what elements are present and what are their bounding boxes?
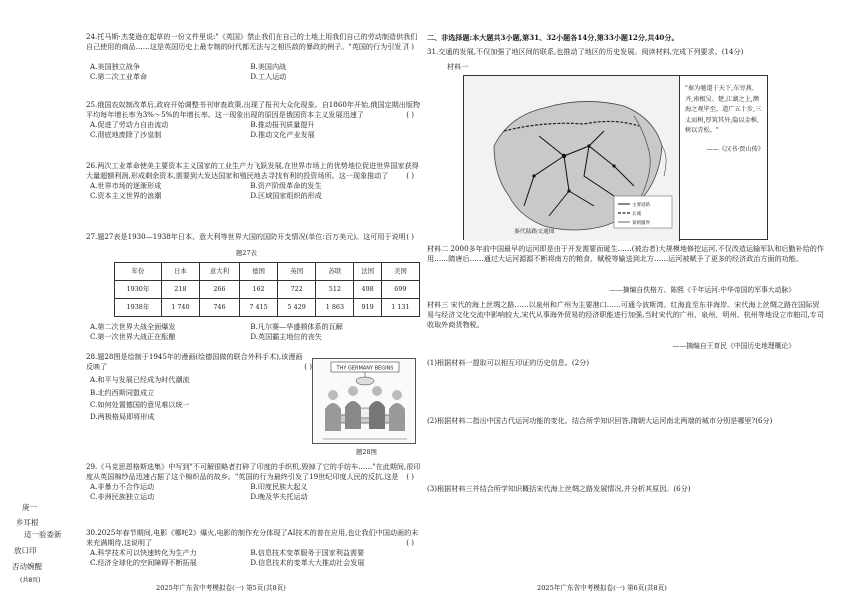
table-row [115,299,420,317]
margin-note: 否动婉醒 [12,562,42,571]
table-cell: 162 [239,281,277,299]
question-29-text: 29.《马克思恩格斯选集》中写到"不可解很略者打碎了印度的手织机,毁掉了它的手纺车……"在此期间,很印度从英国棉纱品迅速占据了这个棉织品的故乡。"英国的行为最终引发了19世纪印度人民的反抗,这是 [86,462,421,482]
table-caption: 题27表 [236,249,257,257]
option-d: D.区域国家组织的形成 [250,191,322,201]
table-cell: 699 [381,281,419,299]
question-28 [86,352,312,424]
table-header: 日本 [161,263,199,281]
material-2: 材料二 2000多年前中国最早的运河即是由于开发需要而诞生……(被治者)大规模地修挖运河,不仅改造运输军队和后勤补给的作用……隋唐后……通过大运河源源不断将南方的粮食、赋税等输送到北方……运河被赋予了更多的经济政治方面的功能。 [427,244,824,264]
table-cell: 1 131 [381,299,419,317]
material-3: 材料三 宋代的海上丝绸之路……以泉州和广州为主要港口……可通今波斯湾、红海直至东非海岸。宋代海上丝绸之路在国际贸易与经济文化交流中影响较大,宋代从事海外贸易的经济职能进行加强,当时宋代的广州、泉州、明州、杭州等地设立市舶司,专司收取外商货物税。 [427,300,824,330]
option-b: B.美国内战 [250,62,287,72]
option-c: C.非洲民族独立运动 [90,492,155,502]
table-cell: 512 [316,281,354,299]
right-page-footer: 2025年广东省中考模拟卷(一) 第6页(共8页) [537,584,667,592]
cartoon-image [312,358,416,444]
material-1-label: 材料一 [447,62,469,71]
hanshu-quote [680,76,769,241]
right-page [427,0,825,609]
question-25-text: 25.俄国农奴制改革后,政府开始调整书刊审查政策,出现了报刊大众化现象。自1860年开始,俄国定期出版物平均每年增长率为3%～5%的年增长率。这一现象出现的原因是俄国资本主义发展迅速了 [86,100,421,120]
option-d: D.信息技术的变革大大推动社会发展 [250,558,365,568]
option-a: A.美国独立战争 [90,62,140,72]
option-c: C.第一次世界大战正在酝酿 [90,332,176,342]
material-2-source: ——摘编自佚格方、陈熙《千年运河:中华帝国的军事大动脉》 [609,286,795,294]
legend-road: 主要道路 [632,203,650,208]
question-25 [86,100,424,140]
option-d: D.英国霸主地位的丧失 [250,332,322,342]
option-c: C.彻底地废除了沙皇制 [90,130,162,140]
margin-note: 庚一 [22,503,37,512]
table-cell: 266 [200,281,240,299]
left-page-footer: 2025年广东省中考模拟卷(一) 第5页(共8页) [156,584,286,592]
option-a: A.和平与发展已经成为时代潮流 [90,375,190,385]
option-b: B.信息技术变革服务于国家利益需要 [250,548,365,558]
option-c: C.经济全球化的空间障碍不断拓展 [90,558,197,568]
sub-question-1: (1)根据材料一提取可以相互印证的历史信息。(2分) [427,358,589,367]
option-a: A.促进了劳动力自由流动 [90,120,169,130]
question-29 [86,462,424,502]
option-d: D.推动文化产业发展 [250,130,315,140]
question-31-intro: 31.交通的发展,不仅加强了地区间的联系,也推动了地区的历史发展。阅读材料,完成下列要求。(14分) [427,47,744,56]
table-cell: 919 [354,299,381,317]
qin-road-map [464,76,680,241]
table-header: 美国 [381,263,419,281]
table-header: 苏联 [316,263,354,281]
option-b: B.资产阶级革命的发生 [250,181,322,191]
table-cell: 218 [161,281,199,299]
question-30 [86,528,424,568]
answer-paren: ( ) [406,472,414,482]
question-28-text: 28.题28图是绘制于1945年的漫画(绘德国做的联合外科手术),该漫画反映了 [86,352,303,372]
answer-paren: ( ) [406,538,414,548]
margin-note: 乡耳根 [16,518,39,527]
margin-note: (共8页) [20,577,41,584]
answer-paren: ( ) [406,42,414,52]
question-27-options [86,322,424,342]
sub-question-2: (2)根据材料二指出中国古代运河功能的变化。结合所学知识回答,隋朝大运河南北两端的城市分别是哪里?(6分) [427,416,773,425]
table-cell: 1938年 [115,299,162,317]
option-d: D.两极格局即将形成 [90,412,155,422]
quote-source: ——《汉书·贾山传》 [706,145,764,153]
table-header: 年份 [115,263,162,281]
answer-paren: ( ) [406,232,414,242]
answer-paren: ( ) [406,171,414,181]
option-a: A.非暴力不合作运动 [90,482,155,492]
option-a: A.第二次世界大战全面爆发 [90,322,176,331]
question-24 [86,32,424,82]
table-cell: 1930年 [115,281,162,299]
answer-paren: ( ) [406,110,414,120]
legend-wall: 长城 [632,212,641,217]
answer-paren: ( ) [304,362,312,372]
legend-border: 秦朝疆界 [632,221,650,226]
cartoon-caption: 题28图 [356,448,377,456]
option-b: B.推动报刊质量提升 [250,120,315,130]
table-cell: 5 429 [278,299,316,317]
question-26-text: 26.两次工业革命使美主要资本主义国家的工业生产力飞跃发展,在世界市场上的优势地位促进世界国家获得大量超额利润,形成剩余资本,需要到大发达国家和殖民地去寻找有利的投资场所。这一现象推动了 [86,161,419,181]
table-header-row [115,263,420,281]
option-b: B.印度民族大起义 [250,482,308,492]
option-d: D.工人运动 [250,72,287,82]
table-cell: 7 415 [239,299,277,317]
margin-note: 放口印 [14,546,37,555]
option-c: C.第二次工业革命 [90,72,148,82]
option-b: B.北约西斯同盟成立 [90,387,155,397]
cartoon-label: THY GERMANY BEGINS [336,365,394,372]
table-header: 德国 [239,263,277,281]
margin-note: 這一验委新 [24,530,62,539]
table-header: 意大利 [200,263,240,281]
table-header: 英国 [278,263,316,281]
option-c: C.资本主义世界的浪潮 [90,191,162,201]
quote-text: "秦为驰道于天下,东穷燕、齐,南极吴、楚,江湖之上,濒海之观毕至。道广五十步,三丈而树,厚筑其外,隐以金椎,树以青松。" [685,85,762,135]
table-cell: 1 863 [316,299,354,317]
section-header: 二、非选择题:本大题共3小题,第31、32小题各14分,第33小题12分,共40分。 [427,33,679,42]
table-cell: 746 [200,299,240,317]
option-a: A.世界市场的逐渐形成 [90,181,162,191]
map-caption: 秦代陆路交通图 [514,229,555,235]
question-27 [86,232,424,242]
table-cell: 498 [354,281,381,299]
table-header: 法国 [354,263,381,281]
option-b: B.凡尔赛—华盛顿体系的瓦解 [250,322,343,331]
defense-spending-table [114,262,420,317]
question-27-text: 27.题27表是1930—1938年日本、意大利等世界大国的国防开支情况(单位:百万美元)。这可用于说明 [86,232,406,241]
option-d: D.晚及华夫托运动 [250,492,308,502]
question-24-text: 24.托马斯·杰斐逊在起草的一份文件里说:"《英国》禁止我们在自己的土地上用我们自己的劳动制造供我们自己使用的商品……这是英国历史上最专制的时代都无法与之相匹敌的暴政的例子。"英国的行为引发了 [86,32,418,52]
question-30-text: 30.2025年春节期间,电影《哪吒2》爆火,电影的制作充分体现了AI技术的普在应用,也让我们中国动画的未来充满期待,这说明了 [86,528,419,548]
left-page [86,0,424,609]
material-3-source: ——摘编自王育民《中国历史地理概论》 [672,342,795,350]
question-26 [86,161,424,201]
table-cell: 1 740 [161,299,199,317]
table-cell: 722 [278,281,316,299]
sub-question-3: (3)根据材料三并结合所学知识概括宋代海上丝绸之路发展情况,并分析其原因。(6分) [427,484,691,493]
table-row [115,281,420,299]
option-a: A.科学技术可以快速转化为生产力 [90,548,197,558]
material-1-figure [463,75,768,240]
option-c: C.如何处置德国的意见难以统一 [90,399,190,409]
